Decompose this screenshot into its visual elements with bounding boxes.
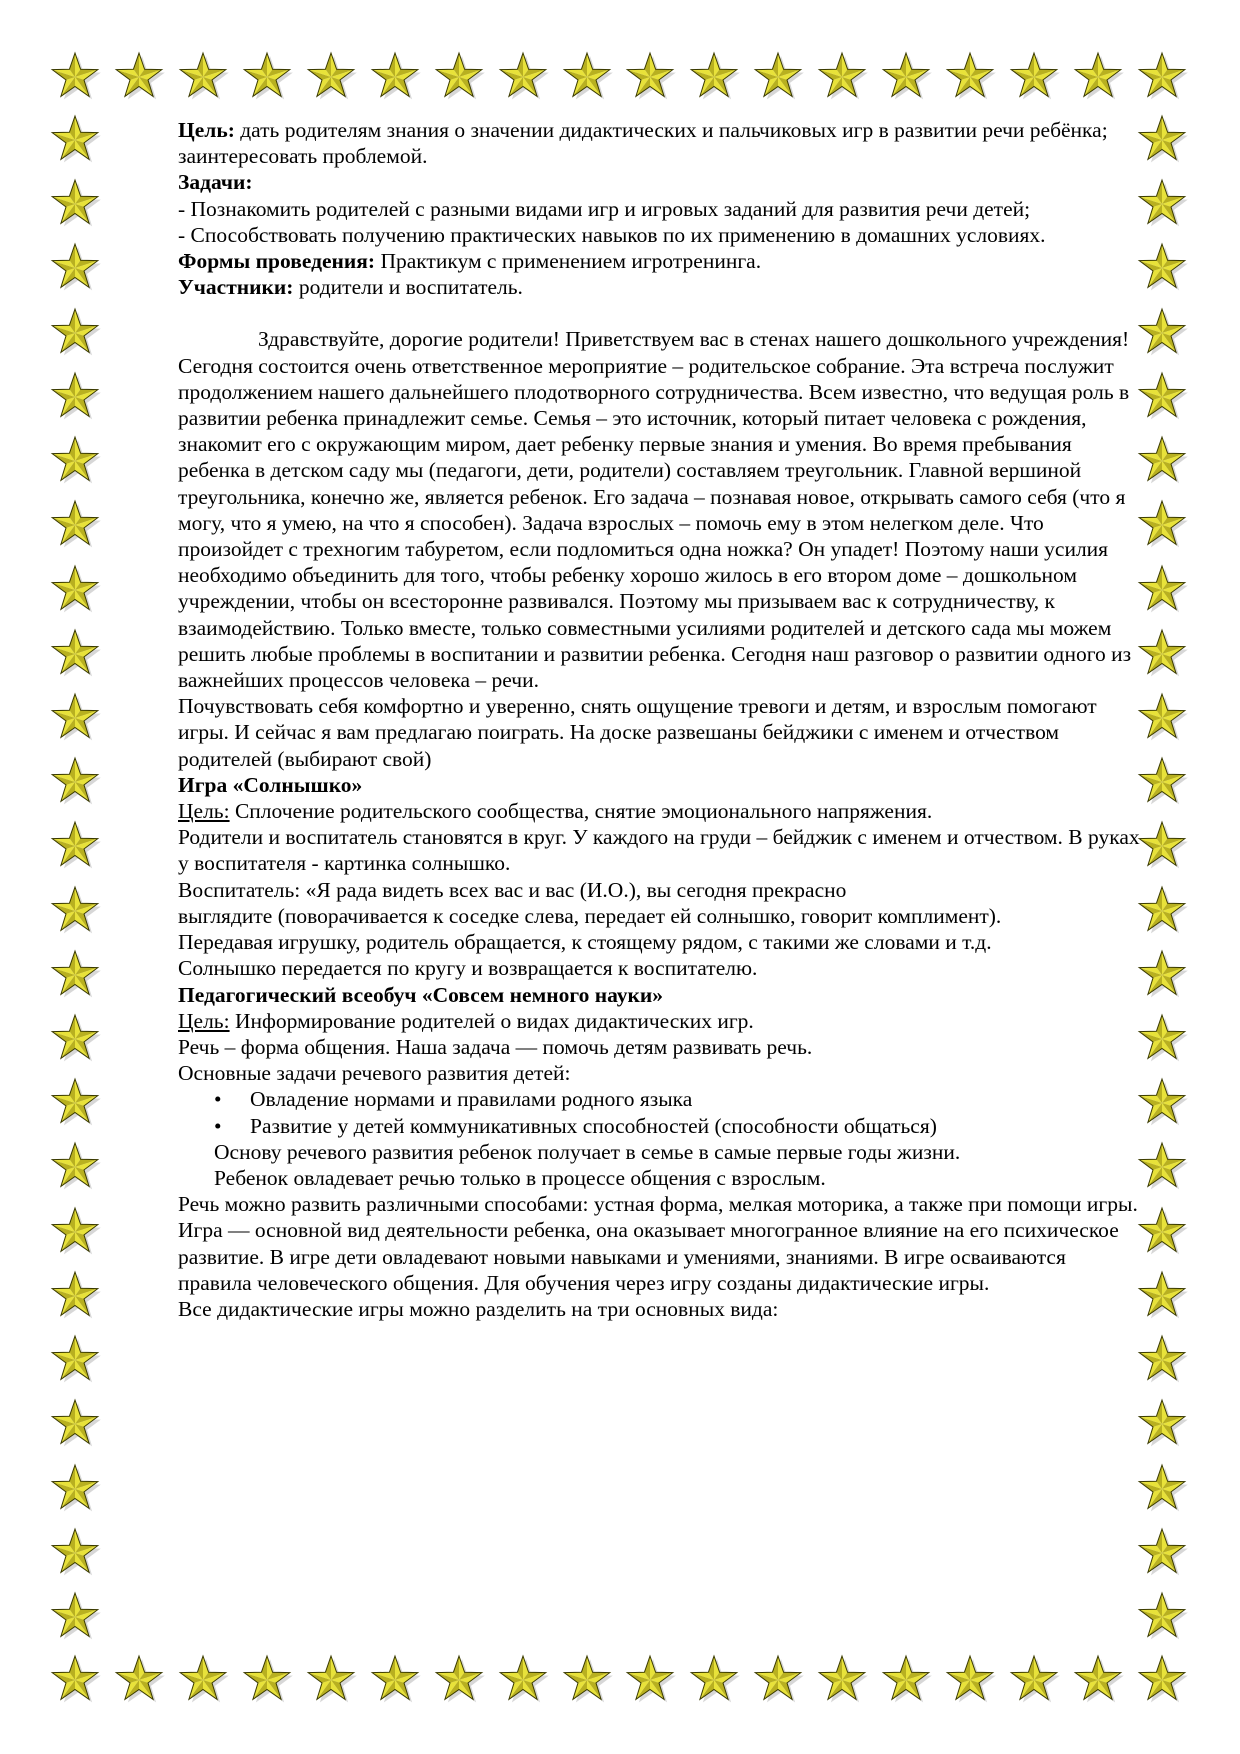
speech-text-6: Все дидактические игры можно разделить на три основных вида: xyxy=(178,1296,779,1321)
bullet-item-1: • Овладение нормами и правилами родного языка xyxy=(178,1086,1143,1112)
star-icon xyxy=(688,51,740,103)
star-icon xyxy=(49,756,101,808)
game-text-2: Воспитатель: «Я рада видеть всех вас и вас (И.О.), вы сегодня прекрасно xyxy=(178,877,847,902)
document-body xyxy=(178,117,1143,1322)
star-icon xyxy=(49,307,101,359)
star-icon xyxy=(49,371,101,423)
game-text-5: Солнышко передается по кругу и возвращается к воспитателю. xyxy=(178,956,758,981)
speech-text-5: Речь можно развить различными способами: устная форма, мелкая моторика, а также при помощи игры. Игра — основной вид деятельности ребенка, она оказывает многогранное влияние на его психическое развитие. В игре дети овладевают новыми навыками и умениями, знаниями. В игре осваиваются правила человеческого общения. Для обучения через игру созданы дидактические игры. xyxy=(178,1192,1138,1295)
star-icon xyxy=(113,1654,165,1706)
star-icon xyxy=(49,820,101,872)
star-icon xyxy=(177,1654,229,1706)
star-icon xyxy=(816,51,868,103)
star-icon xyxy=(1136,1463,1188,1515)
star-icon xyxy=(241,1654,293,1706)
game-text-1: Родители и воспитатель становятся в круг. У каждого на груди – бейджик с именем и отчеством. В руках у воспитателя - картинка солнышко. xyxy=(178,825,1140,876)
star-icon xyxy=(49,949,101,1001)
participants-text: родители и воспитатель. xyxy=(293,275,523,300)
star-icon xyxy=(1136,1527,1188,1579)
star-icon xyxy=(880,51,932,103)
star-icon xyxy=(1136,820,1188,872)
speech-text-4: Ребенок овладевает речью только в процессе общения с взрослым. xyxy=(214,1165,826,1190)
intro-paragraph-2: продолжением нашего дальнейшего плодотворного сотрудничества. Всем известно, что ведущая роль в развитии ребенка принадлежит семье. Семья – это источник, который питает человека с рождения, знакомит его с окружающим миром, дает ребенку первые знания и умения. Во время пребывания ребенка в детском саду мы (педагоги, дети, родители) составляем треугольник. Главной вершиной треугольника, конечно же, является ребенок. Его задача – познавая новое, открывать самого себя (что я могу, что я умею, на что я способен). Задача взрослых – помочь ему в этом нелегком деле. Что произойдет с трехногим табуретом, если подломиться одна ножка? Он упадет! Поэтому наши усилия необходимо объединить для того, чтобы ребенку хорошо жилось в его втором доме – дошкольном учреждении, чтобы он всесторонне развивался. Поэтому мы призываем вас к сотрудничеству, к взаимодействию. Только вместе, только совместными усилиями родителей и детского сада мы можем решить любые проблемы в воспитании и развитии ребенка. Сегодня наш разговор о развитии одного из важнейших процессов человека – речи. xyxy=(178,379,1132,693)
star-icon xyxy=(1136,949,1188,1001)
star-icon xyxy=(816,1654,868,1706)
star-icon xyxy=(944,1654,996,1706)
star-icon xyxy=(49,51,101,103)
star-icon xyxy=(1136,371,1188,423)
star-icon xyxy=(49,692,101,744)
star-icon xyxy=(49,1591,101,1643)
game-goal-label: Цель: xyxy=(178,799,230,824)
star-icon xyxy=(1136,435,1188,487)
star-icon xyxy=(1072,1654,1124,1706)
game-text-3: выглядите (поворачивается к соседке слева, передает ей солнышко, говорит комплимент). xyxy=(178,903,1002,928)
pedagogy-title: Педагогический всеобуч «Совсем немного науки» xyxy=(178,982,664,1007)
star-icon xyxy=(49,1206,101,1258)
star-icon xyxy=(497,1654,549,1706)
star-icon xyxy=(49,1398,101,1450)
goal-label: Цель: xyxy=(178,118,235,142)
star-icon xyxy=(433,1654,485,1706)
star-icon xyxy=(305,1654,357,1706)
star-icon xyxy=(49,178,101,230)
forms-line xyxy=(178,248,1143,274)
star-icon xyxy=(561,51,613,103)
goal-line xyxy=(178,117,1143,169)
star-icon xyxy=(177,51,229,103)
star-icon xyxy=(752,51,804,103)
star-icon xyxy=(1136,1141,1188,1193)
star-icon xyxy=(1008,51,1060,103)
spacer xyxy=(178,300,1143,326)
speech-bullet-list xyxy=(178,1086,1143,1138)
participants-line xyxy=(178,274,1143,300)
star-icon xyxy=(944,51,996,103)
star-icon xyxy=(1008,1654,1060,1706)
star-icon xyxy=(1136,1077,1188,1129)
star-icon xyxy=(305,51,357,103)
star-icon xyxy=(1136,1398,1188,1450)
bullet-item-2: • Развитие у детей коммуникативных способностей (способности общаться) xyxy=(178,1113,1143,1139)
speech-text-3: Основу речевого развития ребенок получает в семье в самые первые годы жизни. xyxy=(214,1139,961,1164)
star-icon xyxy=(624,1654,676,1706)
star-icon xyxy=(113,51,165,103)
star-icon xyxy=(49,242,101,294)
star-icon xyxy=(433,51,485,103)
goal-text: дать родителям знания о значении дидактических и пальчиковых игр в развитии речи ребёнка; заинтересовать проблемой. xyxy=(178,118,1108,169)
star-icon xyxy=(49,114,101,166)
task-item-1: - Познакомить родителей с разными видами игр и игровых заданий для развития речи детей; xyxy=(178,196,1031,221)
star-icon xyxy=(688,1654,740,1706)
star-icon xyxy=(1136,1591,1188,1643)
star-icon xyxy=(241,51,293,103)
tasks-heading: Задачи: xyxy=(178,170,253,195)
task-item-2: - Способствовать получению практических навыков по их применению в домашних условиях. xyxy=(178,222,1046,247)
star-icon xyxy=(49,499,101,551)
star-icon xyxy=(49,628,101,680)
star-icon xyxy=(49,1270,101,1322)
star-icon xyxy=(561,1654,613,1706)
star-icon xyxy=(1136,178,1188,230)
speech-text-1: Речь – форма общения. Наша задача — помочь детям развивать речь. xyxy=(178,1034,813,1059)
intro-paragraph-1: Здравствуйте, дорогие родители! Приветствуем вас в стенах нашего дошкольного учреждения! Сегодня состоится очень ответственное мероприятие – родительское собрание. Эта встреча послужит xyxy=(178,327,1130,378)
star-icon xyxy=(752,1654,804,1706)
star-icon xyxy=(49,1077,101,1129)
speech-text-2: Основные задачи речевого развития детей: xyxy=(178,1061,571,1086)
star-icon xyxy=(624,51,676,103)
star-icon xyxy=(1136,1334,1188,1386)
star-icon xyxy=(1136,499,1188,551)
star-icon xyxy=(1136,564,1188,616)
star-icon xyxy=(49,1334,101,1386)
star-icon xyxy=(1136,242,1188,294)
star-icon xyxy=(1136,51,1188,103)
game-title: Игра «Солнышко» xyxy=(178,772,363,797)
star-icon xyxy=(1136,1270,1188,1322)
star-icon xyxy=(1136,1013,1188,1065)
star-icon xyxy=(1136,1654,1188,1706)
star-icon xyxy=(1136,885,1188,937)
star-icon xyxy=(49,1463,101,1515)
star-icon xyxy=(49,1527,101,1579)
participants-label: Участники: xyxy=(178,275,294,300)
pedagogy-goal-label: Цель: xyxy=(178,1008,230,1033)
star-icon xyxy=(1136,756,1188,808)
game-goal-line xyxy=(178,798,1143,824)
game-text-4: Передавая игрушку, родитель обращается, к стоящему рядом, с такими же словами и т.д. xyxy=(178,930,992,955)
star-icon xyxy=(1136,628,1188,680)
star-icon xyxy=(1136,307,1188,359)
star-icon xyxy=(49,564,101,616)
star-icon xyxy=(49,885,101,937)
star-icon xyxy=(49,1141,101,1193)
star-icon xyxy=(1136,114,1188,166)
star-icon xyxy=(880,1654,932,1706)
forms-label: Формы проведения: xyxy=(178,249,376,274)
forms-text: Практикум с применением игротренинга. xyxy=(375,249,762,274)
pedagogy-goal-line xyxy=(178,1008,1143,1034)
star-icon xyxy=(1136,692,1188,744)
star-icon xyxy=(1072,51,1124,103)
intro-paragraph-3: Почувствовать себя комфортно и уверенно, снять ощущение тревоги и детям, и взрослым помогают игры. И сейчас я вам предлагаю поиграть. На доске развешаны бейджики с именем и отчеством родителей (выбирают свой) xyxy=(178,694,1097,771)
star-icon xyxy=(49,1013,101,1065)
star-icon xyxy=(49,435,101,487)
star-icon xyxy=(369,1654,421,1706)
star-icon xyxy=(49,1654,101,1706)
pedagogy-goal-text: Информирование родителей о видах дидактических игр. xyxy=(229,1008,754,1033)
star-icon xyxy=(369,51,421,103)
game-goal-text: Сплочение родительского сообщества, снятие эмоционального напряжения. xyxy=(229,799,933,824)
star-icon xyxy=(497,51,549,103)
star-icon xyxy=(1136,1206,1188,1258)
